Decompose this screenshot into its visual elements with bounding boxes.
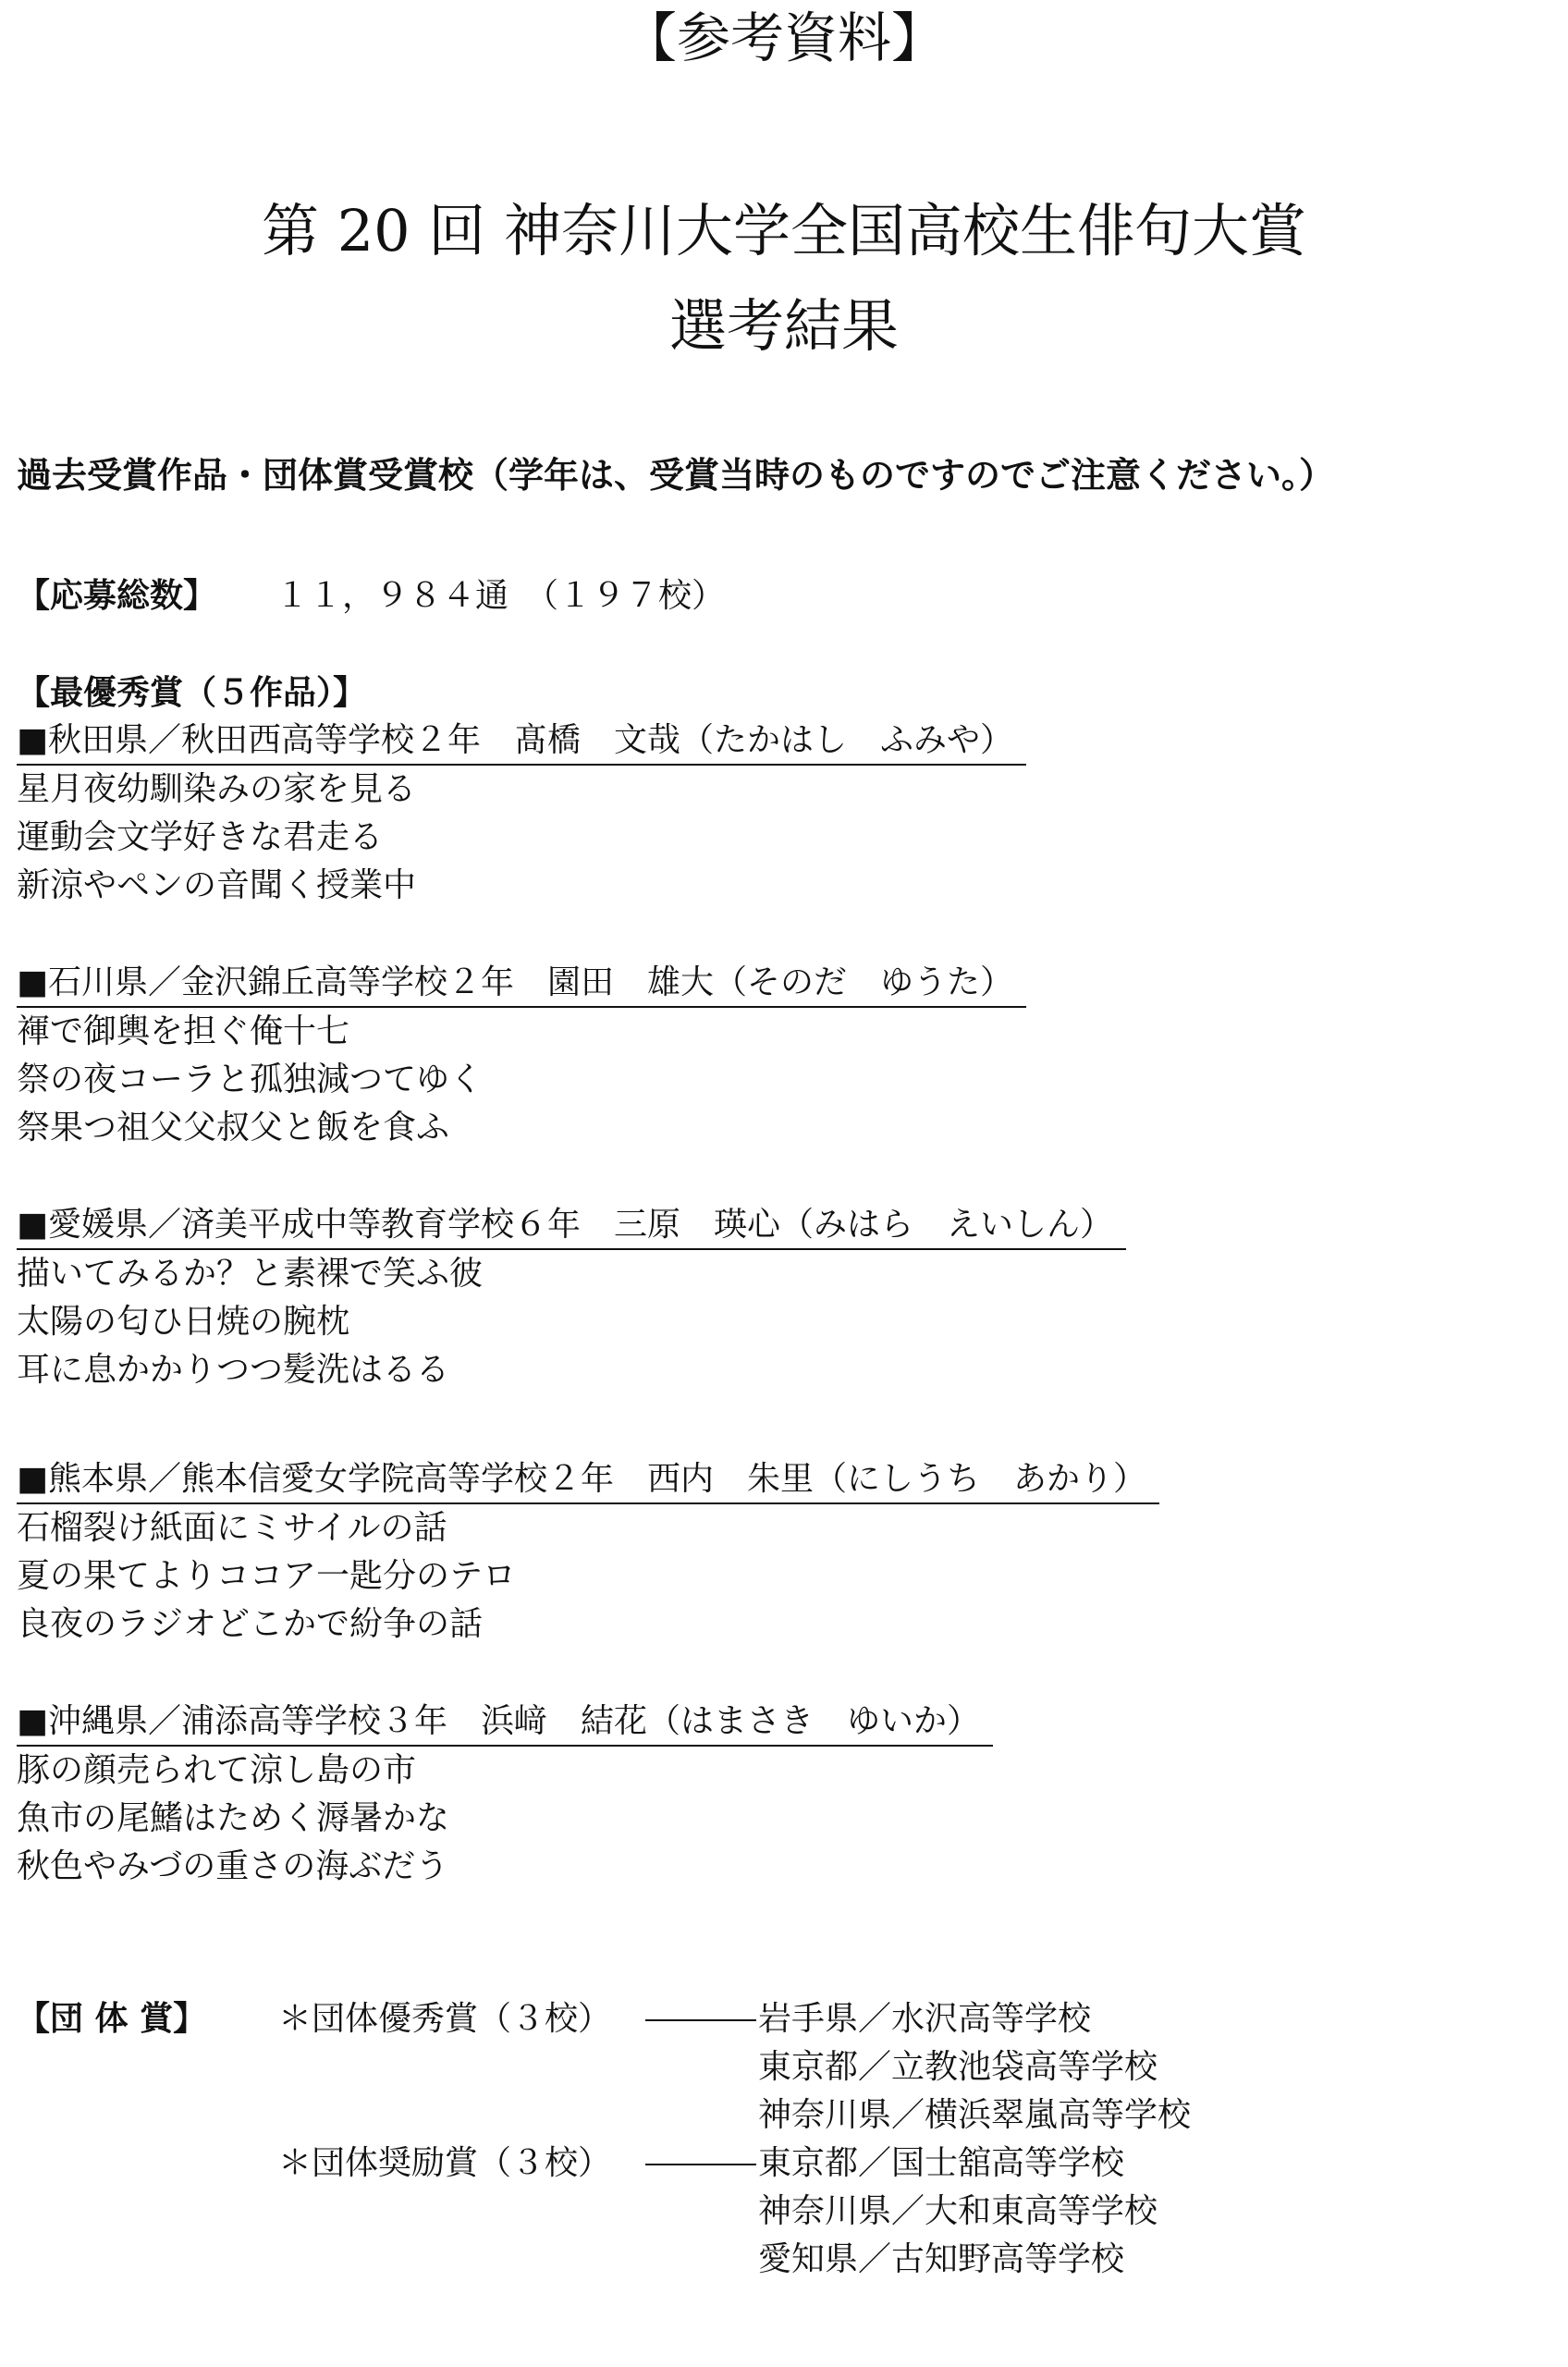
haiku-line: 太陽の匂ひ日焼の腕枕 (17, 1303, 350, 1341)
winner-header: ■秋田県／秋田西高等学校２年 髙橋 文哉（たかはし ふみや） (17, 717, 1026, 766)
reference-material-label: 【参考資料】 (622, 6, 945, 69)
section-heading: 過去受賞作品・団体賞受賞校（学年は、受賞当時のものですのでご注意ください。） (17, 455, 1335, 496)
award-entry (17, 1455, 1159, 1649)
team-award-section (17, 1995, 1551, 2310)
team-award-label: 【団 体 賞】 (17, 2000, 207, 2038)
haiku-line: 星月夜幼馴染みの家を見る (17, 770, 417, 808)
category-leader-line (645, 2019, 756, 2021)
award-entry (17, 959, 1026, 1152)
haiku-line: 魚市の尾鰭はためく溽暑かな (17, 1799, 450, 1837)
haiku-line: 祭果つ祖父父叔父と飯を食ふ (17, 1109, 450, 1147)
haiku-line: 祭の夜コーラと孤独減つてゆく (17, 1061, 484, 1098)
haiku-line: 秋色やみづの重さの海ぶだう (17, 1847, 449, 1885)
team-award-school: 東京都／国士舘高等学校 (758, 2144, 1125, 2182)
winner-header: ■熊本県／熊本信愛女学院高等学校２年 西内 朱里（にしうち あかり） (17, 1456, 1159, 1504)
team-award-category: ＊団体奨励賞（３校） (278, 2144, 612, 2182)
haiku-line: 運動会文学好きな君走る (17, 818, 384, 856)
team-award-category: ＊団体優秀賞（３校） (278, 2000, 612, 2038)
haiku-line: 耳に息かかりつつ髪洗はるる (17, 1351, 450, 1389)
winner-header: ■石川県／金沢錦丘高等学校２年 園田 雄大（そのだ ゆうた） (17, 960, 1026, 1008)
total-entries-label: 【応募総数】 (17, 577, 217, 615)
haiku-line: 描いてみるか？と素裸で笑ふ彼 (17, 1255, 484, 1293)
haiku-line: 良夜のラジオどこかで紛争の話 (17, 1605, 484, 1643)
team-award-school: 岩手県／水沢高等学校 (758, 2000, 1092, 2038)
haiku-line: 夏の果てよりココア一匙分のテロ (17, 1557, 517, 1595)
award-entry (17, 1698, 993, 1891)
winner-header: ■愛媛県／済美平成中等教育学校６年 三原 瑛心（みはら えいしん） (17, 1202, 1126, 1250)
team-award-school: 愛知県／古知野高等学校 (758, 2240, 1125, 2278)
document-title: 第 20 回 神奈川大学全国高校生俳句大賞 (261, 197, 1307, 264)
haiku-line: 豚の顔売られて涼し島の市 (17, 1751, 417, 1789)
category-leader-line (645, 2164, 756, 2165)
total-entries-value: １１，９８４通 （１９７校） (276, 577, 726, 615)
haiku-line: 新涼やペンの音聞く授業中 (17, 866, 417, 904)
team-award-school: 東京都／立教池袋高等学校 (758, 2048, 1158, 2086)
document-subtitle: 選考結果 (668, 292, 899, 360)
team-award-school: 神奈川県／横浜翠嵐高等学校 (758, 2096, 1192, 2134)
award-entry (17, 1201, 1126, 1394)
total-entries-row (17, 573, 725, 619)
winner-header: ■沖縄県／浦添高等学校３年 浜﨑 結花（はまさき ゆいか） (17, 1699, 993, 1747)
haiku-line: 石榴裂け紙面にミサイルの話 (17, 1509, 447, 1547)
haiku-line: 褌で御輿を担ぐ俺十七 (17, 1012, 350, 1050)
grand-prize-heading: 【最優秀賞（５作品）】 (17, 674, 367, 712)
team-award-school: 神奈川県／大和東高等学校 (758, 2192, 1158, 2230)
award-entry (17, 717, 1026, 910)
